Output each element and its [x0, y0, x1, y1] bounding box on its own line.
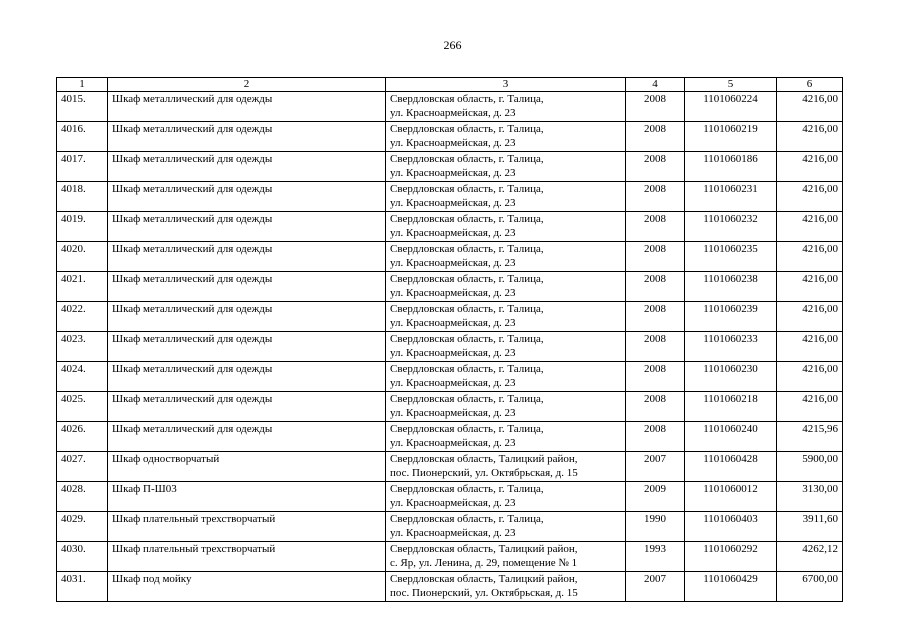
item-name-cell: Шкаф металлический для одежды — [108, 182, 386, 212]
table-row — [57, 302, 843, 332]
item-name-cell: Шкаф металлический для одежды — [108, 302, 386, 332]
inventory-number-cell: 1101060232 — [685, 212, 777, 242]
item-name-cell: Шкаф металлический для одежды — [108, 422, 386, 452]
address-line-1: Свердловская область, г. Талица, — [390, 393, 544, 405]
address-cell — [386, 362, 626, 392]
year-cell: 2008 — [626, 122, 685, 152]
cost-cell: 4216,00 — [777, 242, 843, 272]
address-cell — [386, 482, 626, 512]
address-line-2: ул. Красноармейская, д. 23 — [390, 107, 516, 119]
row-number-cell: 4026. — [57, 422, 108, 452]
item-name-cell: Шкаф плательный трехстворчатый — [108, 512, 386, 542]
item-name-cell: Шкаф одностворчатый — [108, 452, 386, 482]
row-number-cell: 4030. — [57, 542, 108, 572]
column-header: 2 — [108, 78, 386, 92]
row-number-cell: 4018. — [57, 182, 108, 212]
row-number-cell: 4024. — [57, 362, 108, 392]
address-cell — [386, 212, 626, 242]
item-name-cell: Шкаф металлический для одежды — [108, 242, 386, 272]
address-line-1: Свердловская область, г. Талица, — [390, 243, 544, 255]
address-line-2: ул. Красноармейская, д. 23 — [390, 527, 516, 539]
address-line-1: Свердловская область, г. Талица, — [390, 213, 544, 225]
address-line-1: Свердловская область, г. Талица, — [390, 303, 544, 315]
table-row — [57, 212, 843, 242]
address-cell — [386, 572, 626, 602]
item-name-cell: Шкаф П-Ш03 — [108, 482, 386, 512]
cost-cell: 3911,60 — [777, 512, 843, 542]
inventory-number-cell: 1101060235 — [685, 242, 777, 272]
cost-cell: 4216,00 — [777, 182, 843, 212]
inventory-number-cell: 1101060224 — [685, 92, 777, 122]
column-header: 1 — [57, 78, 108, 92]
row-number-cell: 4028. — [57, 482, 108, 512]
inventory-number-cell: 1101060240 — [685, 422, 777, 452]
address-line-1: Свердловская область, г. Талица, — [390, 513, 544, 525]
address-line-1: Свердловская область, г. Талица, — [390, 123, 544, 135]
inventory-number-cell: 1101060231 — [685, 182, 777, 212]
address-line-1: Свердловская область, г. Талица, — [390, 363, 544, 375]
year-cell: 2008 — [626, 242, 685, 272]
address-line-2: ул. Красноармейская, д. 23 — [390, 287, 516, 299]
cost-cell: 4216,00 — [777, 152, 843, 182]
row-number-cell: 4015. — [57, 92, 108, 122]
row-number-cell: 4016. — [57, 122, 108, 152]
cost-cell: 4216,00 — [777, 122, 843, 152]
address-line-1: Свердловская область, г. Талица, — [390, 153, 544, 165]
address-cell — [386, 182, 626, 212]
address-cell — [386, 332, 626, 362]
inventory-number-cell: 1101060219 — [685, 122, 777, 152]
row-number-cell: 4023. — [57, 332, 108, 362]
inventory-number-cell: 1101060230 — [685, 362, 777, 392]
inventory-number-cell: 1101060428 — [685, 452, 777, 482]
year-cell: 1990 — [626, 512, 685, 542]
column-header: 5 — [685, 78, 777, 92]
address-line-2: ул. Красноармейская, д. 23 — [390, 317, 516, 329]
cost-cell: 6700,00 — [777, 572, 843, 602]
table-row — [57, 542, 843, 572]
address-line-2: ул. Красноармейская, д. 23 — [390, 497, 516, 509]
address-cell — [386, 392, 626, 422]
address-line-2: пос. Пионерский, ул. Октябрьская, д. 15 — [390, 467, 578, 479]
address-line-1: Свердловская область, Талицкий район, — [390, 543, 578, 555]
address-line-2: ул. Красноармейская, д. 23 — [390, 437, 516, 449]
address-line-1: Свердловская область, Талицкий район, — [390, 453, 578, 465]
address-cell — [386, 542, 626, 572]
address-cell — [386, 302, 626, 332]
row-number-cell: 4019. — [57, 212, 108, 242]
item-name-cell: Шкаф плательный трехстворчатый — [108, 542, 386, 572]
cost-cell: 4216,00 — [777, 392, 843, 422]
address-line-2: ул. Красноармейская, д. 23 — [390, 347, 516, 359]
table-row — [57, 452, 843, 482]
address-cell — [386, 422, 626, 452]
address-line-2: ул. Красноармейская, д. 23 — [390, 407, 516, 419]
address-line-1: Свердловская область, г. Талица, — [390, 423, 544, 435]
row-number-cell: 4020. — [57, 242, 108, 272]
row-number-cell: 4017. — [57, 152, 108, 182]
inventory-number-cell: 1101060186 — [685, 152, 777, 182]
inventory-number-cell: 1101060429 — [685, 572, 777, 602]
address-cell — [386, 152, 626, 182]
cost-cell: 4262,12 — [777, 542, 843, 572]
table-header-row — [57, 78, 843, 92]
inventory-number-cell: 1101060233 — [685, 332, 777, 362]
cost-cell: 4216,00 — [777, 302, 843, 332]
address-line-1: Свердловская область, Талицкий район, — [390, 573, 578, 585]
year-cell: 2007 — [626, 572, 685, 602]
column-header: 4 — [626, 78, 685, 92]
address-cell — [386, 122, 626, 152]
address-cell — [386, 92, 626, 122]
address-cell — [386, 272, 626, 302]
address-line-1: Свердловская область, г. Талица, — [390, 483, 544, 495]
row-number-cell: 4027. — [57, 452, 108, 482]
item-name-cell: Шкаф металлический для одежды — [108, 92, 386, 122]
item-name-cell: Шкаф металлический для одежды — [108, 212, 386, 242]
table-row — [57, 332, 843, 362]
row-number-cell: 4021. — [57, 272, 108, 302]
address-line-2: ул. Красноармейская, д. 23 — [390, 377, 516, 389]
cost-cell: 4216,00 — [777, 212, 843, 242]
address-line-2: ул. Красноармейская, д. 23 — [390, 227, 516, 239]
column-header: 6 — [777, 78, 843, 92]
item-name-cell: Шкаф металлический для одежды — [108, 122, 386, 152]
year-cell: 2008 — [626, 272, 685, 302]
address-line-2: ул. Красноармейская, д. 23 — [390, 167, 516, 179]
year-cell: 2008 — [626, 362, 685, 392]
inventory-number-cell: 1101060012 — [685, 482, 777, 512]
row-number-cell: 4029. — [57, 512, 108, 542]
address-line-2: ул. Красноармейская, д. 23 — [390, 197, 516, 209]
table-row — [57, 572, 843, 602]
column-header: 3 — [386, 78, 626, 92]
table-row — [57, 362, 843, 392]
row-number-cell: 4022. — [57, 302, 108, 332]
year-cell: 2008 — [626, 182, 685, 212]
item-name-cell: Шкаф металлический для одежды — [108, 362, 386, 392]
inventory-number-cell: 1101060239 — [685, 302, 777, 332]
address-line-2: с. Яр, ул. Ленина, д. 29, помещение № 1 — [390, 557, 578, 569]
year-cell: 2008 — [626, 152, 685, 182]
address-line-1: Свердловская область, г. Талица, — [390, 183, 544, 195]
address-cell — [386, 452, 626, 482]
page-number: 266 — [443, 38, 462, 52]
year-cell: 2008 — [626, 212, 685, 242]
table-row — [57, 422, 843, 452]
address-line-1: Свердловская область, г. Талица, — [390, 273, 544, 285]
cost-cell: 5900,00 — [777, 452, 843, 482]
address-cell — [386, 242, 626, 272]
table-row — [57, 482, 843, 512]
year-cell: 2008 — [626, 92, 685, 122]
year-cell: 2008 — [626, 422, 685, 452]
address-line-2: пос. Пионерский, ул. Октябрьская, д. 15 — [390, 587, 578, 599]
table-row — [57, 242, 843, 272]
table-row — [57, 152, 843, 182]
cost-cell: 4216,00 — [777, 332, 843, 362]
table-row — [57, 122, 843, 152]
address-line-1: Свердловская область, г. Талица, — [390, 333, 544, 345]
property-registry-table — [56, 77, 843, 602]
item-name-cell: Шкаф под мойку — [108, 572, 386, 602]
table-row — [57, 92, 843, 122]
table-row — [57, 272, 843, 302]
item-name-cell: Шкаф металлический для одежды — [108, 392, 386, 422]
table-row — [57, 392, 843, 422]
item-name-cell: Шкаф металлический для одежды — [108, 272, 386, 302]
inventory-number-cell: 1101060403 — [685, 512, 777, 542]
address-line-2: ул. Красноармейская, д. 23 — [390, 257, 516, 269]
year-cell: 2008 — [626, 302, 685, 332]
address-cell — [386, 512, 626, 542]
year-cell: 2009 — [626, 482, 685, 512]
item-name-cell: Шкаф металлический для одежды — [108, 332, 386, 362]
table-row — [57, 512, 843, 542]
table-body — [57, 92, 843, 602]
inventory-number-cell: 1101060292 — [685, 542, 777, 572]
inventory-number-cell: 1101060238 — [685, 272, 777, 302]
inventory-number-cell: 1101060218 — [685, 392, 777, 422]
cost-cell: 4216,00 — [777, 272, 843, 302]
cost-cell: 3130,00 — [777, 482, 843, 512]
row-number-cell: 4031. — [57, 572, 108, 602]
year-cell: 2008 — [626, 332, 685, 362]
cost-cell: 4216,00 — [777, 362, 843, 392]
year-cell: 2007 — [626, 452, 685, 482]
table-row — [57, 182, 843, 212]
item-name-cell: Шкаф металлический для одежды — [108, 152, 386, 182]
cost-cell: 4215,96 — [777, 422, 843, 452]
cost-cell: 4216,00 — [777, 92, 843, 122]
address-line-1: Свердловская область, г. Талица, — [390, 93, 544, 105]
address-line-2: ул. Красноармейская, д. 23 — [390, 137, 516, 149]
year-cell: 2008 — [626, 392, 685, 422]
row-number-cell: 4025. — [57, 392, 108, 422]
year-cell: 1993 — [626, 542, 685, 572]
